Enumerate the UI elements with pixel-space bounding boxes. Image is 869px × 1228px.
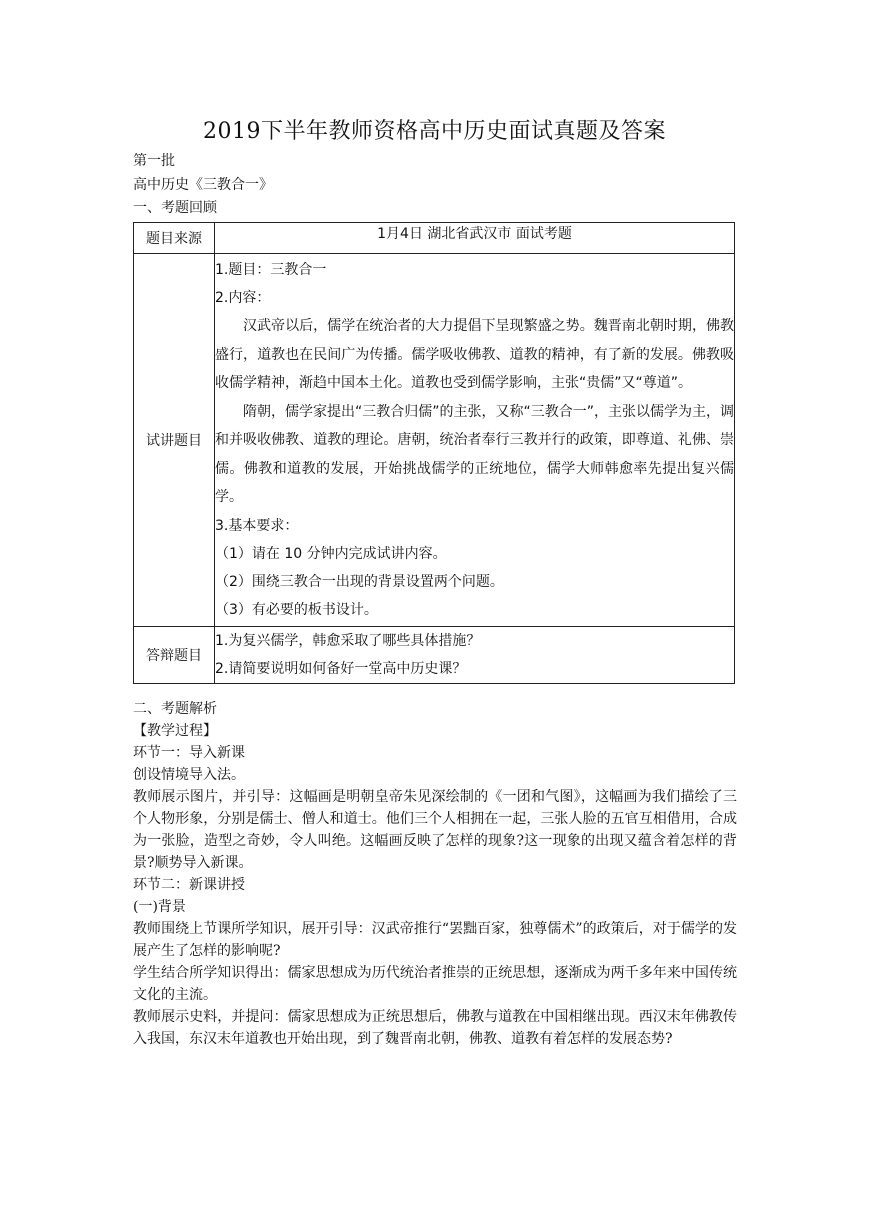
subject-label: 高中历史《三教合一》 (133, 177, 273, 193)
requirement-3: （3）有必要的板书设计。 (215, 601, 378, 618)
step-1-heading: 环节一：导入新课 (133, 745, 245, 761)
section-heading-analysis: 二、考题解析 (133, 701, 217, 717)
background-paragraph-1: 教师围绕上节课所学知识，展开引导：汉武帝推行“罢黜百家，独尊儒术”的政策后，对于儒学的发展产生了怎样的影响呢? (133, 921, 737, 959)
defense-content (215, 626, 735, 683)
requirement-2: （2）围绕三教合一出现的背景设置两个问题。 (215, 573, 504, 590)
batch-label: 第一批 (133, 153, 175, 169)
background-paragraph-2: 学生结合所学知识得出：儒家思想成为历代统治者推崇的正统思想，逐渐成为两千多年来中国传统文化的主流。 (133, 965, 737, 1003)
source-label: 题目来源 (134, 223, 215, 254)
teaching-process-heading: 【教学过程】 (133, 723, 217, 739)
exam-question-table (133, 222, 735, 684)
requirement-1: （1）请在 10 分钟内完成试讲内容。 (215, 545, 447, 562)
defense-question-2: 2.请简要说明如何备好一堂高中历史课？ (215, 660, 467, 677)
defense-question-1: 1.为复兴儒学，韩愈采取了哪些具体措施？ (215, 632, 481, 649)
document-title: 2019下半年教师资格高中历史面试真题及答案 (203, 119, 666, 144)
table-row-lecture (134, 254, 735, 627)
intro-method: 创设情境导入法。 (133, 767, 245, 783)
lecture-paragraph-2: 隋朝，儒学家提出“三教合归儒”的主张，又称“三教合一”，主张以儒学为主，调和并吸收佛教、道教的理论。唐朝，统治者奉行三教并行的政策，即尊道、礼佛、崇儒。佛教和道教的发展，开始挑战儒学的正统地位，儒学大师韩愈率先提出复兴儒学。 (215, 403, 735, 505)
lecture-content-heading: 2.内容： (215, 290, 271, 306)
background-subheading: (一)背景 (133, 899, 186, 915)
analysis-section (133, 698, 737, 1050)
lecture-content (215, 254, 735, 627)
lecture-topic: 1.题目：三教合一 (215, 262, 327, 278)
requirements-heading: 3.基本要求： (215, 517, 299, 534)
background-paragraph-3: 教师展示史料，并提问：儒家思想成为正统思想后，佛教与道教在中国相继出现。西汉末年佛教传入我国，东汉末年道教也开始出现，到了魏晋南北朝，佛教、道教有着怎样的发展态势? (133, 1009, 737, 1047)
lecture-label: 试讲题目 (134, 254, 215, 627)
section-heading-review: 一、考题回顾 (133, 200, 217, 216)
table-row-defense (134, 626, 735, 683)
defense-label: 答辩题目 (134, 626, 215, 683)
intro-paragraph: 教师展示图片，并引导：这幅画是明朝皇帝朱见深绘制的《一团和气图》，这幅画为我们描绘了三个人物形象，分别是儒士、僧人和道士。他们三个人相拥在一起，三张人脸的五官互相借用，合成为一张脸，造型之奇妙，令人叫绝。这幅画反映了怎样的现象?这一现象的出现又蕴含着怎样的背景?顺势导入新课。 (133, 789, 737, 871)
lecture-paragraph-1: 汉武帝以后，儒学在统治者的大力提倡下呈现繁盛之势。魏晋南北朝时期，佛教盛行，道教也在民间广为传播。儒学吸收佛教、道教的精神，有了新的发展。佛教吸收儒学精神，渐趋中国本土化。道教也受到儒学影响，主张“贵儒”又“尊道”。 (215, 318, 734, 391)
table-row-source (134, 223, 735, 254)
source-value: 1月4日 湖北省武汉市 面试考题 (215, 223, 735, 254)
step-2-heading: 环节二：新课讲授 (133, 877, 245, 893)
